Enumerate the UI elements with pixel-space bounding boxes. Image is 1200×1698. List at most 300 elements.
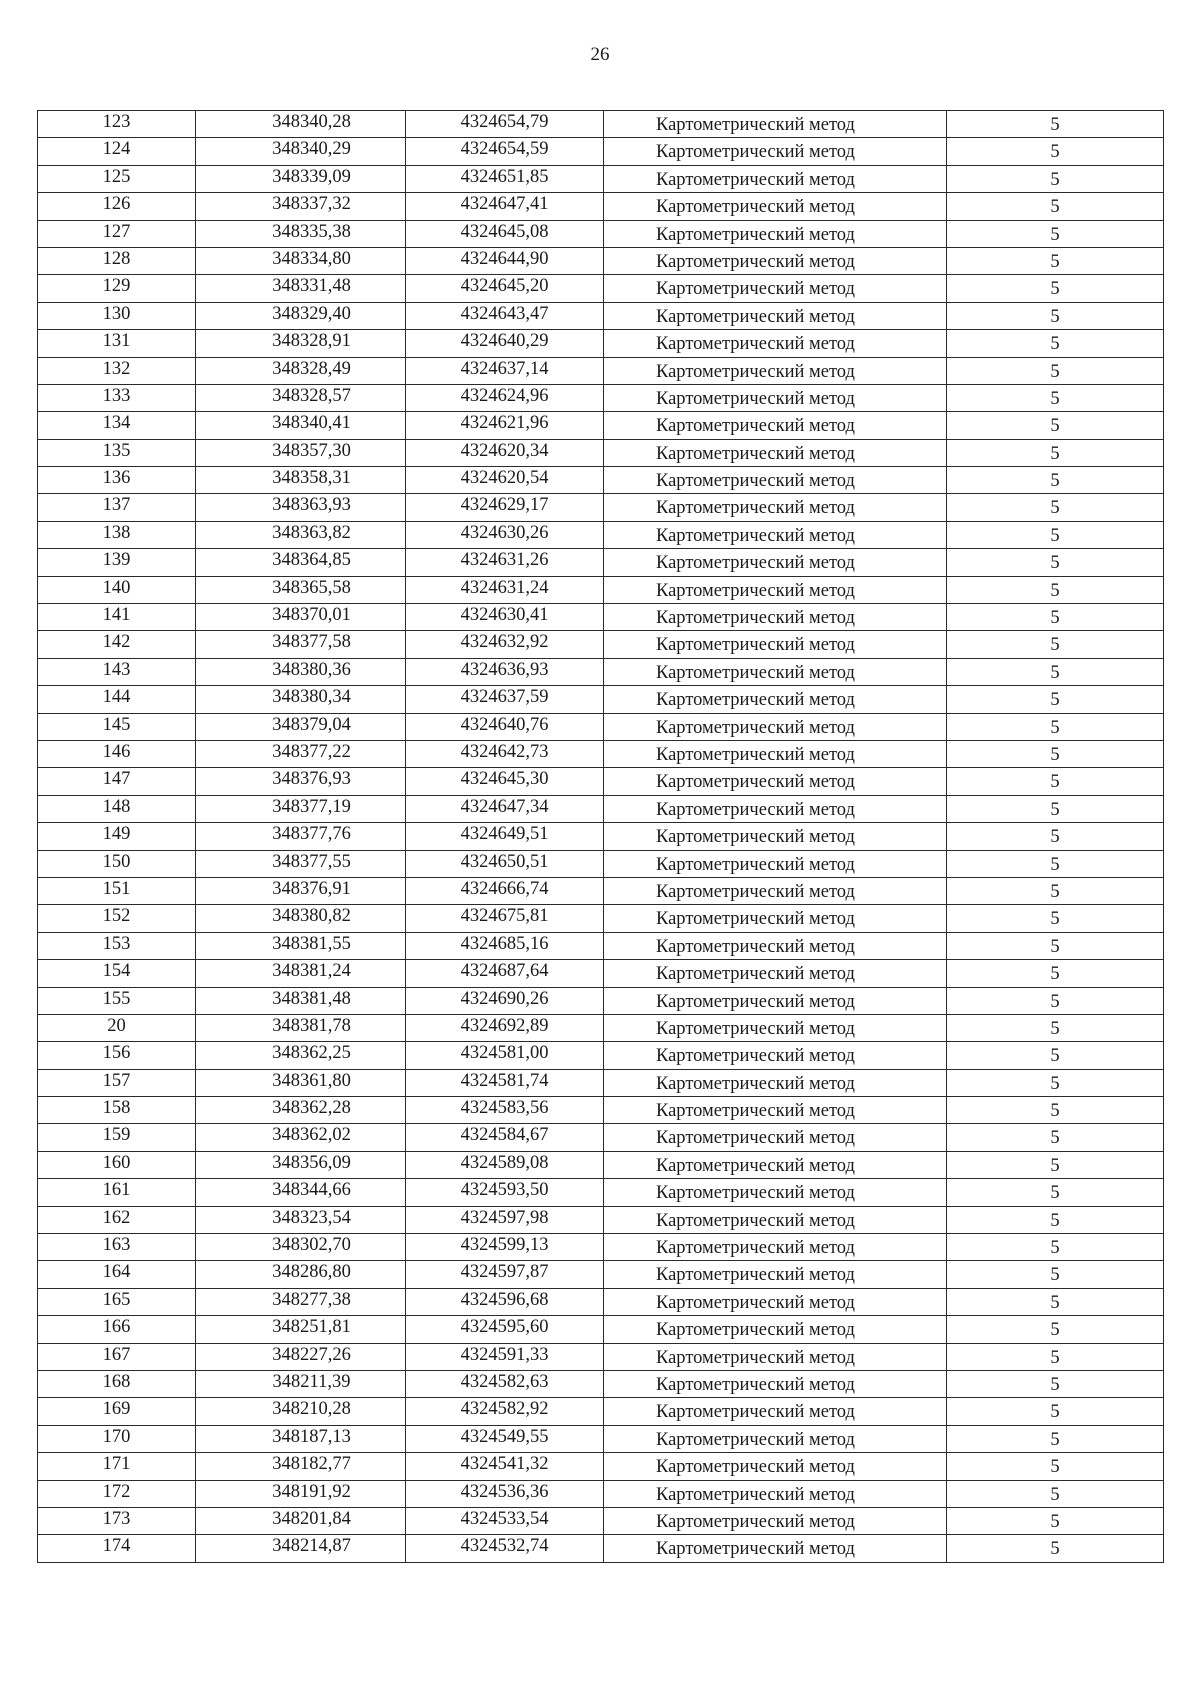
y-coordinate-cell <box>406 1097 604 1124</box>
y-coordinate-text: 4324637,59 <box>460 687 549 708</box>
x-coordinate-cell <box>196 439 406 466</box>
table-row <box>38 1179 1164 1206</box>
method-cell <box>604 330 947 357</box>
x-coordinate-cell <box>196 576 406 603</box>
point-number-cell <box>38 439 196 466</box>
y-coordinate-cell <box>406 658 604 685</box>
precision-text: 5 <box>1050 827 1060 848</box>
precision-cell <box>947 412 1164 439</box>
x-coordinate-text: 348376,93 <box>272 769 351 790</box>
point-number-text: 134 <box>102 413 131 434</box>
x-coordinate-text: 348329,40 <box>272 303 351 324</box>
precision-cell <box>947 1179 1164 1206</box>
x-coordinate-text: 348344,66 <box>272 1180 351 1201</box>
x-coordinate-text: 348380,36 <box>272 659 351 680</box>
x-coordinate-text: 348370,01 <box>272 605 351 626</box>
y-coordinate-cell <box>406 686 604 713</box>
table-row <box>38 275 1164 302</box>
method-text: Картометрический метод <box>656 416 855 437</box>
y-coordinate-cell <box>406 384 604 411</box>
point-number-cell <box>38 960 196 987</box>
method-text: Картометрический метод <box>656 909 855 930</box>
method-text: Картометрический метод <box>656 991 855 1012</box>
point-number-cell <box>38 247 196 274</box>
method-text: Картометрический метод <box>656 142 855 163</box>
point-number-cell <box>38 905 196 932</box>
y-coordinate-cell <box>406 823 604 850</box>
point-number-text: 169 <box>102 1399 131 1420</box>
point-number-cell <box>38 740 196 767</box>
precision-text: 5 <box>1050 224 1060 245</box>
method-text: Картометрический метод <box>656 608 855 629</box>
method-cell <box>604 138 947 165</box>
point-number-text: 152 <box>102 906 131 927</box>
method-cell <box>604 1316 947 1343</box>
y-coordinate-cell <box>406 1124 604 1151</box>
point-number-text: 158 <box>102 1098 131 1119</box>
y-coordinate-cell <box>406 1014 604 1041</box>
x-coordinate-text: 348214,87 <box>272 1536 351 1557</box>
method-cell <box>604 1453 947 1480</box>
y-coordinate-cell <box>406 987 604 1014</box>
method-cell <box>604 1507 947 1534</box>
x-coordinate-cell <box>196 1069 406 1096</box>
point-number-text: 142 <box>102 632 131 653</box>
table-row <box>38 1261 1164 1288</box>
x-coordinate-cell <box>196 138 406 165</box>
precision-text: 5 <box>1050 1101 1060 1122</box>
x-coordinate-text: 348211,39 <box>272 1371 351 1392</box>
x-coordinate-cell <box>196 823 406 850</box>
precision-cell <box>947 1343 1164 1370</box>
method-cell <box>604 1261 947 1288</box>
y-coordinate-cell <box>406 275 604 302</box>
x-coordinate-text: 348334,80 <box>272 248 351 269</box>
precision-cell <box>947 384 1164 411</box>
x-coordinate-text: 348380,34 <box>272 687 351 708</box>
method-text: Картометрический метод <box>656 1402 855 1423</box>
x-coordinate-text: 348362,02 <box>272 1125 351 1146</box>
method-cell <box>604 439 947 466</box>
x-coordinate-text: 348331,48 <box>272 276 351 297</box>
precision-text: 5 <box>1050 1155 1060 1176</box>
x-coordinate-text: 348277,38 <box>272 1289 351 1310</box>
precision-cell <box>947 631 1164 658</box>
method-text: Картометрический метод <box>656 1484 855 1505</box>
method-text: Картометрический метод <box>656 744 855 765</box>
table-row <box>38 1097 1164 1124</box>
x-coordinate-text: 348251,81 <box>272 1317 351 1338</box>
x-coordinate-cell <box>196 549 406 576</box>
method-cell <box>604 905 947 932</box>
y-coordinate-text: 4324692,89 <box>460 1015 549 1036</box>
x-coordinate-cell <box>196 1097 406 1124</box>
x-coordinate-text: 348182,77 <box>272 1454 351 1475</box>
point-number-text: 132 <box>102 358 131 379</box>
x-coordinate-cell <box>196 932 406 959</box>
y-coordinate-text: 4324597,87 <box>460 1262 549 1283</box>
y-coordinate-text: 4324651,85 <box>460 166 549 187</box>
method-cell <box>604 467 947 494</box>
precision-text: 5 <box>1050 662 1060 683</box>
precision-text: 5 <box>1050 608 1060 629</box>
x-coordinate-text: 348323,54 <box>272 1207 351 1228</box>
x-coordinate-cell <box>196 220 406 247</box>
y-coordinate-cell <box>406 1042 604 1069</box>
x-coordinate-text: 348340,41 <box>272 413 351 434</box>
point-number-text: 156 <box>102 1043 131 1064</box>
y-coordinate-cell <box>406 549 604 576</box>
method-text: Картометрический метод <box>656 1018 855 1039</box>
method-text: Картометрический метод <box>656 1374 855 1395</box>
y-coordinate-cell <box>406 220 604 247</box>
point-number-text: 133 <box>102 385 131 406</box>
point-number-cell <box>38 549 196 576</box>
method-text: Картометрический метод <box>656 1073 855 1094</box>
y-coordinate-cell <box>406 932 604 959</box>
method-cell <box>604 1069 947 1096</box>
method-cell <box>604 384 947 411</box>
x-coordinate-cell <box>196 686 406 713</box>
table-row <box>38 384 1164 411</box>
point-number-text: 165 <box>102 1289 131 1310</box>
x-coordinate-text: 348286,80 <box>272 1262 351 1283</box>
x-coordinate-text: 348358,31 <box>272 468 351 489</box>
method-cell <box>604 247 947 274</box>
precision-cell <box>947 1124 1164 1151</box>
precision-cell <box>947 1288 1164 1315</box>
y-coordinate-cell <box>406 138 604 165</box>
method-text: Картометрический метод <box>656 772 855 793</box>
precision-cell <box>947 877 1164 904</box>
y-coordinate-text: 4324636,93 <box>460 659 549 680</box>
y-coordinate-text: 4324647,41 <box>460 194 549 215</box>
y-coordinate-cell <box>406 330 604 357</box>
table-row <box>38 521 1164 548</box>
precision-cell <box>947 1261 1164 1288</box>
precision-text: 5 <box>1050 1265 1060 1286</box>
method-cell <box>604 521 947 548</box>
method-text: Картометрический метод <box>656 1128 855 1149</box>
y-coordinate-cell <box>406 631 604 658</box>
x-coordinate-text: 348335,38 <box>272 221 351 242</box>
method-cell <box>604 686 947 713</box>
y-coordinate-cell <box>406 357 604 384</box>
method-text: Картометрический метод <box>656 1429 855 1450</box>
precision-cell <box>947 987 1164 1014</box>
precision-cell <box>947 686 1164 713</box>
precision-text: 5 <box>1050 279 1060 300</box>
precision-text: 5 <box>1050 553 1060 574</box>
y-coordinate-text: 4324596,68 <box>460 1289 549 1310</box>
method-cell <box>604 1151 947 1178</box>
x-coordinate-cell <box>196 384 406 411</box>
x-coordinate-cell <box>196 604 406 631</box>
table-row <box>38 768 1164 795</box>
point-number-cell <box>38 1288 196 1315</box>
point-number-cell <box>38 1370 196 1397</box>
precision-cell <box>947 740 1164 767</box>
x-coordinate-text: 348364,85 <box>272 550 351 571</box>
y-coordinate-text: 4324630,41 <box>460 605 549 626</box>
point-number-text: 20 <box>107 1015 126 1036</box>
point-number-cell <box>38 220 196 247</box>
y-coordinate-text: 4324631,26 <box>460 550 549 571</box>
method-cell <box>604 604 947 631</box>
method-cell <box>604 302 947 329</box>
point-number-cell <box>38 302 196 329</box>
y-coordinate-text: 4324536,36 <box>460 1481 549 1502</box>
point-number-text: 135 <box>102 440 131 461</box>
table-row <box>38 1206 1164 1233</box>
precision-text: 5 <box>1050 1128 1060 1149</box>
y-coordinate-text: 4324647,34 <box>460 796 549 817</box>
x-coordinate-cell <box>196 1042 406 1069</box>
precision-cell <box>947 247 1164 274</box>
precision-text: 5 <box>1050 772 1060 793</box>
y-coordinate-text: 4324645,20 <box>460 276 549 297</box>
x-coordinate-cell <box>196 330 406 357</box>
precision-text: 5 <box>1050 197 1060 218</box>
coordinates-table <box>37 110 1164 1563</box>
point-number-cell <box>38 686 196 713</box>
y-coordinate-cell <box>406 193 604 220</box>
y-coordinate-text: 4324591,33 <box>460 1344 549 1365</box>
precision-text: 5 <box>1050 251 1060 272</box>
point-number-text: 157 <box>102 1070 131 1091</box>
point-number-cell <box>38 494 196 521</box>
x-coordinate-text: 348187,13 <box>272 1426 351 1447</box>
point-number-cell <box>38 357 196 384</box>
y-coordinate-cell <box>406 1151 604 1178</box>
y-coordinate-cell <box>406 1069 604 1096</box>
table-row <box>38 549 1164 576</box>
method-text: Картометрический метод <box>656 580 855 601</box>
precision-text: 5 <box>1050 717 1060 738</box>
point-number-text: 139 <box>102 550 131 571</box>
table-row <box>38 877 1164 904</box>
table-row <box>38 905 1164 932</box>
x-coordinate-cell <box>196 877 406 904</box>
method-text: Картометрический метод <box>656 471 855 492</box>
y-coordinate-text: 4324644,90 <box>460 248 549 269</box>
precision-cell <box>947 1014 1164 1041</box>
method-text: Картометрический метод <box>656 197 855 218</box>
point-number-text: 170 <box>102 1426 131 1447</box>
point-number-text: 145 <box>102 714 131 735</box>
x-coordinate-text: 348362,28 <box>272 1098 351 1119</box>
method-cell <box>604 1097 947 1124</box>
point-number-text: 154 <box>102 961 131 982</box>
point-number-text: 137 <box>102 495 131 516</box>
method-cell <box>604 576 947 603</box>
point-number-text: 172 <box>102 1481 131 1502</box>
method-text: Картометрический метод <box>656 1511 855 1532</box>
precision-cell <box>947 275 1164 302</box>
table-row <box>38 604 1164 631</box>
method-text: Картометрический метод <box>656 115 855 135</box>
point-number-text: 173 <box>102 1508 131 1529</box>
point-number-text: 167 <box>102 1344 131 1365</box>
y-coordinate-text: 4324597,98 <box>460 1207 549 1228</box>
point-number-cell <box>38 1507 196 1534</box>
precision-text: 5 <box>1050 1073 1060 1094</box>
precision-text: 5 <box>1050 881 1060 902</box>
precision-cell <box>947 193 1164 220</box>
method-text: Картометрический метод <box>656 525 855 546</box>
point-number-cell <box>38 1398 196 1425</box>
table-row <box>38 357 1164 384</box>
x-coordinate-text: 348380,82 <box>272 906 351 927</box>
method-cell <box>604 1288 947 1315</box>
y-coordinate-cell <box>406 467 604 494</box>
y-coordinate-text: 4324629,17 <box>460 495 549 516</box>
table-row <box>38 1069 1164 1096</box>
x-coordinate-text: 348302,70 <box>272 1235 351 1256</box>
method-cell <box>604 1370 947 1397</box>
precision-text: 5 <box>1050 388 1060 409</box>
precision-cell <box>947 823 1164 850</box>
method-cell <box>604 220 947 247</box>
y-coordinate-text: 4324654,59 <box>460 139 549 160</box>
point-number-text: 168 <box>102 1371 131 1392</box>
table-row <box>38 1398 1164 1425</box>
y-coordinate-cell <box>406 1343 604 1370</box>
precision-text: 5 <box>1050 690 1060 711</box>
y-coordinate-cell <box>406 960 604 987</box>
precision-text: 5 <box>1050 1046 1060 1067</box>
point-number-cell <box>38 658 196 685</box>
precision-cell <box>947 768 1164 795</box>
y-coordinate-text: 4324631,24 <box>460 577 549 598</box>
point-number-text: 161 <box>102 1180 131 1201</box>
table-row <box>38 302 1164 329</box>
y-coordinate-text: 4324621,96 <box>460 413 549 434</box>
point-number-text: 128 <box>102 248 131 269</box>
method-cell <box>604 1234 947 1261</box>
y-coordinate-text: 4324589,08 <box>460 1152 549 1173</box>
table-row <box>38 111 1164 138</box>
table-row <box>38 713 1164 740</box>
point-number-cell <box>38 111 196 138</box>
x-coordinate-text: 348227,26 <box>272 1344 351 1365</box>
point-number-text: 166 <box>102 1317 131 1338</box>
precision-cell <box>947 549 1164 576</box>
x-coordinate-text: 348340,28 <box>272 112 351 132</box>
y-coordinate-cell <box>406 850 604 877</box>
precision-text: 5 <box>1050 1539 1060 1560</box>
y-coordinate-text: 4324582,92 <box>460 1399 549 1420</box>
point-number-cell <box>38 384 196 411</box>
x-coordinate-text: 348377,19 <box>272 796 351 817</box>
point-number-cell <box>38 412 196 439</box>
point-number-cell <box>38 713 196 740</box>
precision-text: 5 <box>1050 1183 1060 1204</box>
precision-cell <box>947 604 1164 631</box>
y-coordinate-text: 4324685,16 <box>460 933 549 954</box>
x-coordinate-cell <box>196 165 406 192</box>
x-coordinate-text: 348201,84 <box>272 1508 351 1529</box>
method-cell <box>604 1206 947 1233</box>
method-cell <box>604 111 947 138</box>
table-row <box>38 823 1164 850</box>
y-coordinate-text: 4324593,50 <box>460 1180 549 1201</box>
precision-cell <box>947 576 1164 603</box>
table-row <box>38 576 1164 603</box>
precision-cell <box>947 1206 1164 1233</box>
precision-cell <box>947 658 1164 685</box>
precision-text: 5 <box>1050 306 1060 327</box>
x-coordinate-text: 348210,28 <box>272 1399 351 1420</box>
method-text: Картометрический метод <box>656 1347 855 1368</box>
y-coordinate-text: 4324690,26 <box>460 988 549 1009</box>
precision-cell <box>947 439 1164 466</box>
method-cell <box>604 1480 947 1507</box>
point-number-text: 141 <box>102 605 131 626</box>
precision-text: 5 <box>1050 1292 1060 1313</box>
point-number-text: 147 <box>102 769 131 790</box>
precision-cell <box>947 795 1164 822</box>
point-number-cell <box>38 1206 196 1233</box>
method-cell <box>604 768 947 795</box>
method-cell <box>604 357 947 384</box>
point-number-cell <box>38 521 196 548</box>
y-coordinate-cell <box>406 412 604 439</box>
method-text: Картометрический метод <box>656 717 855 738</box>
x-coordinate-cell <box>196 1014 406 1041</box>
method-text: Картометрический метод <box>656 1046 855 1067</box>
x-coordinate-cell <box>196 987 406 1014</box>
y-coordinate-text: 4324643,47 <box>460 303 549 324</box>
table-row <box>38 193 1164 220</box>
point-number-cell <box>38 330 196 357</box>
point-number-text: 153 <box>102 933 131 954</box>
y-coordinate-text: 4324650,51 <box>460 851 549 872</box>
precision-text: 5 <box>1050 580 1060 601</box>
precision-cell <box>947 111 1164 138</box>
x-coordinate-cell <box>196 1480 406 1507</box>
method-cell <box>604 713 947 740</box>
point-number-cell <box>38 877 196 904</box>
point-number-cell <box>38 1069 196 1096</box>
point-number-cell <box>38 1014 196 1041</box>
x-coordinate-cell <box>196 302 406 329</box>
y-coordinate-text: 4324620,34 <box>460 440 549 461</box>
method-cell <box>604 549 947 576</box>
table-row <box>38 740 1164 767</box>
precision-cell <box>947 138 1164 165</box>
y-coordinate-text: 4324533,54 <box>460 1508 549 1529</box>
point-number-cell <box>38 631 196 658</box>
method-text: Картометрический метод <box>656 334 855 355</box>
y-coordinate-cell <box>406 905 604 932</box>
method-text: Картометрический метод <box>656 1539 855 1560</box>
x-coordinate-text: 348361,80 <box>272 1070 351 1091</box>
precision-text: 5 <box>1050 799 1060 820</box>
table-row <box>38 1042 1164 1069</box>
x-coordinate-cell <box>196 1179 406 1206</box>
method-cell <box>604 1343 947 1370</box>
y-coordinate-text: 4324620,54 <box>460 468 549 489</box>
table-row <box>38 1507 1164 1534</box>
y-coordinate-cell <box>406 1507 604 1534</box>
y-coordinate-cell <box>406 521 604 548</box>
x-coordinate-text: 348363,82 <box>272 522 351 543</box>
method-cell <box>604 275 947 302</box>
y-coordinate-cell <box>406 604 604 631</box>
x-coordinate-cell <box>196 521 406 548</box>
method-text: Картометрический метод <box>656 827 855 848</box>
